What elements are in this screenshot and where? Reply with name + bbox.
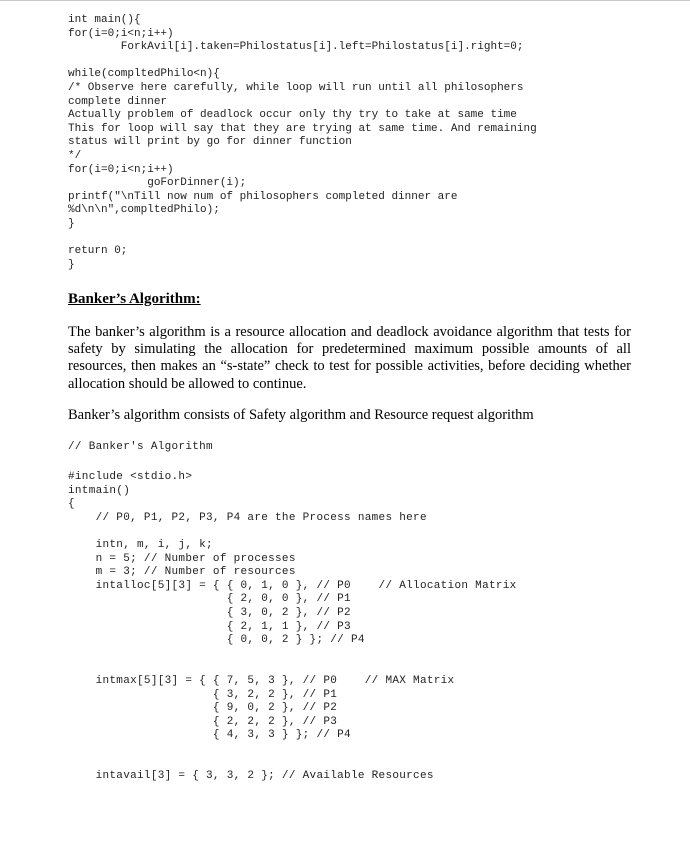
bankers-components-paragraph: Banker’s algorithm consists of Safety algorithm and Resource request algorithm	[68, 407, 534, 423]
bankers-description-paragraph: The banker’s algorithm is a resource allocation and deadlock avoidance algorithm that tests for safety by simulating the allocation for predetermined maximum possible amounts of all resources, then makes an “s-state” check to test for possible activities, before deciding whether allocation should be allowed to continue.	[68, 324, 631, 392]
philosophers-code-block: int main(){ for(i=0;i<n;i++) ForkAvil[i].taken=Philostatus[i].left=Philostatus[i].right=0; while(compltedPhilo<n){ /* Observe here carefully, while loop will run until all philosophers complete dinner Actually problem of deadlock occur only thy try to take at same time This for loop will say that they are trying at same time. And remaining status will print by go for dinner function */ for(i=0;i<n;i++) goForDinner(i); printf("\nTill now num of philosophers completed dinner are %d\n\n",compltedPhilo); } return 0; }	[68, 14, 537, 271]
page-top-border	[0, 0, 690, 1]
bankers-code-comment: // Banker's Algorithm	[68, 441, 213, 453]
bankers-code-block: #include <stdio.h> intmain() { // P0, P1, P2, P3, P4 are the Process names here intn, m, i, j, k; n = 5; // Number of processes m = 3; // Number of resources intalloc[5][3] = { { 0, 1, 0 }, // P0 // Allocation Matrix { 2, 0, 0 }, // P1 { 3, 0, 2 }, // P2 { 2, 1, 1 }, // P3 { 0, 0, 2 } }; // P4 intmax[5][3] = { { 7, 5, 3 }, // P0 // MAX Matrix { 3, 2, 2 }, // P1 { 9, 0, 2 }, // P2 { 2, 2, 2 }, // P3 { 4, 3, 3 } }; // P4 intavail[3] = { 3, 3, 2 }; // Available Resources	[68, 471, 517, 783]
section-heading: Banker’s Algorithm:	[68, 291, 201, 307]
